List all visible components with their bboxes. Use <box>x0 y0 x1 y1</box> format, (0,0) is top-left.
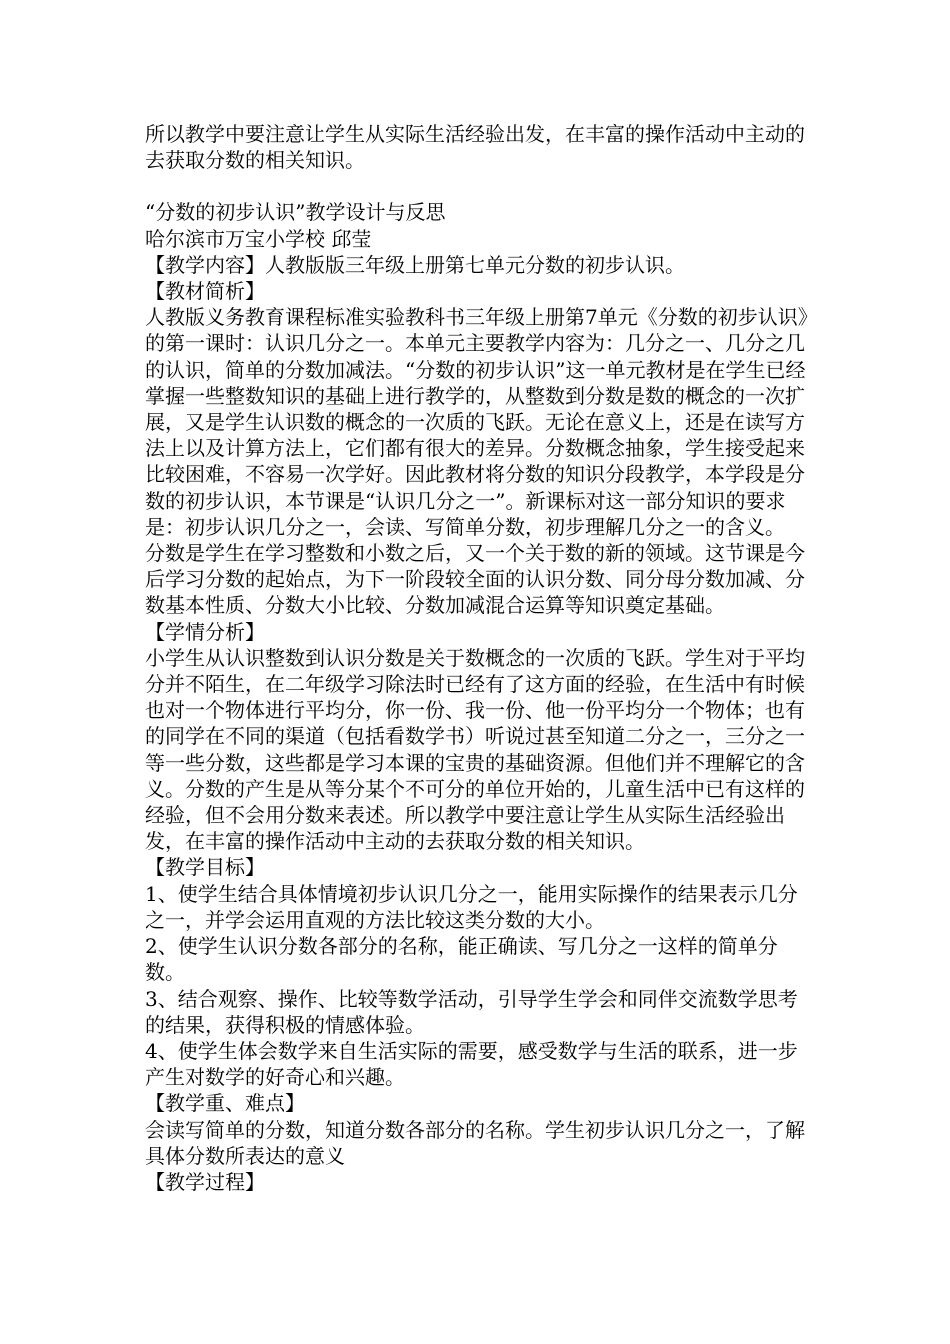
section-heading-goals: 【教学目标】 <box>145 855 265 880</box>
section-heading-keypoints: 【教学重、难点】 <box>145 1091 305 1116</box>
intro-paragraph: 所以教学中要注意让学生从实际生活经验出发，在丰富的操作活动中主动的去获取分数的相关知识。 <box>145 122 805 173</box>
goal-item: 1、使学生结合具体情境初步认识几分之一，能用实际操作的结果表示几分之一，并学会运用直观的方法比较这类分数的大小。 <box>145 881 798 932</box>
document-title: “分数的初步认识”教学设计与反思 <box>145 200 446 225</box>
material-paragraph: 人教版义务教育课程标准实验教科书三年级上册第7单元《分数的初步认识》的第一课时：认识几分之一。本单元主要教学内容为：几分之一、几分之几的认识，简单的分数加减法。“分数的初步认识”这一单元教材是在学生已经掌握一些整数知识的基础上进行教学的，从整数到分数是数的概念的一次扩展，又是学生认识数的概念的一次质的飞跃。无论在意义上，还是在读写方法上以及计算方法上，它们都有很大的差异。分数概念抽象，学生接受起来比较困难，不容易一次学好。因此教材将分数的知识分段教学，本学段是分数的初步认识，本节课是“认识几分之一”。新课标对这一部分知识的要求是：初步认识几分之一，会读、写简单分数，初步理解几分之一的含义。 <box>145 305 808 539</box>
teaching-content-line: 【教学内容】人教版版三年级上册第七单元分数的初步认识。 <box>145 252 685 277</box>
goal-item: 2、使学生认识分数各部分的名称，能正确读、写几分之一这样的简单分数。 <box>145 934 778 985</box>
student-paragraph: 小学生从认识整数到认识分数是关于数概念的一次质的飞跃。学生对于平均分并不陌生，在二年级学习除法时已经有了这方面的经验，在生活中有时候也对一个物体进行平均分，你一份、我一份、他一份平均分一个物体；也有的同学在不同的渠道（包括看数学书）听说过甚至知道二分之一，三分之一等一些分数，这些都是学习本课的宝贵的基础资源。但他们并不理解它的含义。分数的产生是从等分某个不可分的单位开始的，儿童生活中已有这样的经验，但不会用分数来表述。所以教学中要注意让学生从实际生活经验出发，在丰富的操作活动中主动的去获取分数的相关知识。 <box>145 645 805 854</box>
keypoints-paragraph: 会读写简单的分数，知道分数各部分的名称。学生初步认识几分之一，了解具体分数所表达的意义 <box>145 1117 805 1168</box>
section-heading-student: 【学情分析】 <box>145 619 265 644</box>
blank-line <box>145 173 817 199</box>
goal-item: 3、结合观察、操作、比较等数学活动，引导学生学会和同伴交流数学思考的结果，获得积极的情感体验。 <box>145 986 798 1037</box>
material-paragraph: 分数是学生在学习整数和小数之后，又一个关于数的新的领域。这节课是今后学习分数的起始点，为下一阶段较全面的认识分数、同分母分数加减、分数基本性质、分数大小比较、分数加减混合运算等知识奠定基础。 <box>145 541 805 618</box>
section-heading-material: 【教材简析】 <box>145 279 265 304</box>
author-line: 哈尔滨市万宝小学校 邱莹 <box>145 226 372 251</box>
goal-item: 4、使学生体会数学来自生活实际的需要，感受数学与生活的联系，进一步产生对数学的好奇心和兴趣。 <box>145 1038 798 1090</box>
document-page <box>145 121 817 1195</box>
section-heading-process: 【教学过程】 <box>145 1169 265 1194</box>
